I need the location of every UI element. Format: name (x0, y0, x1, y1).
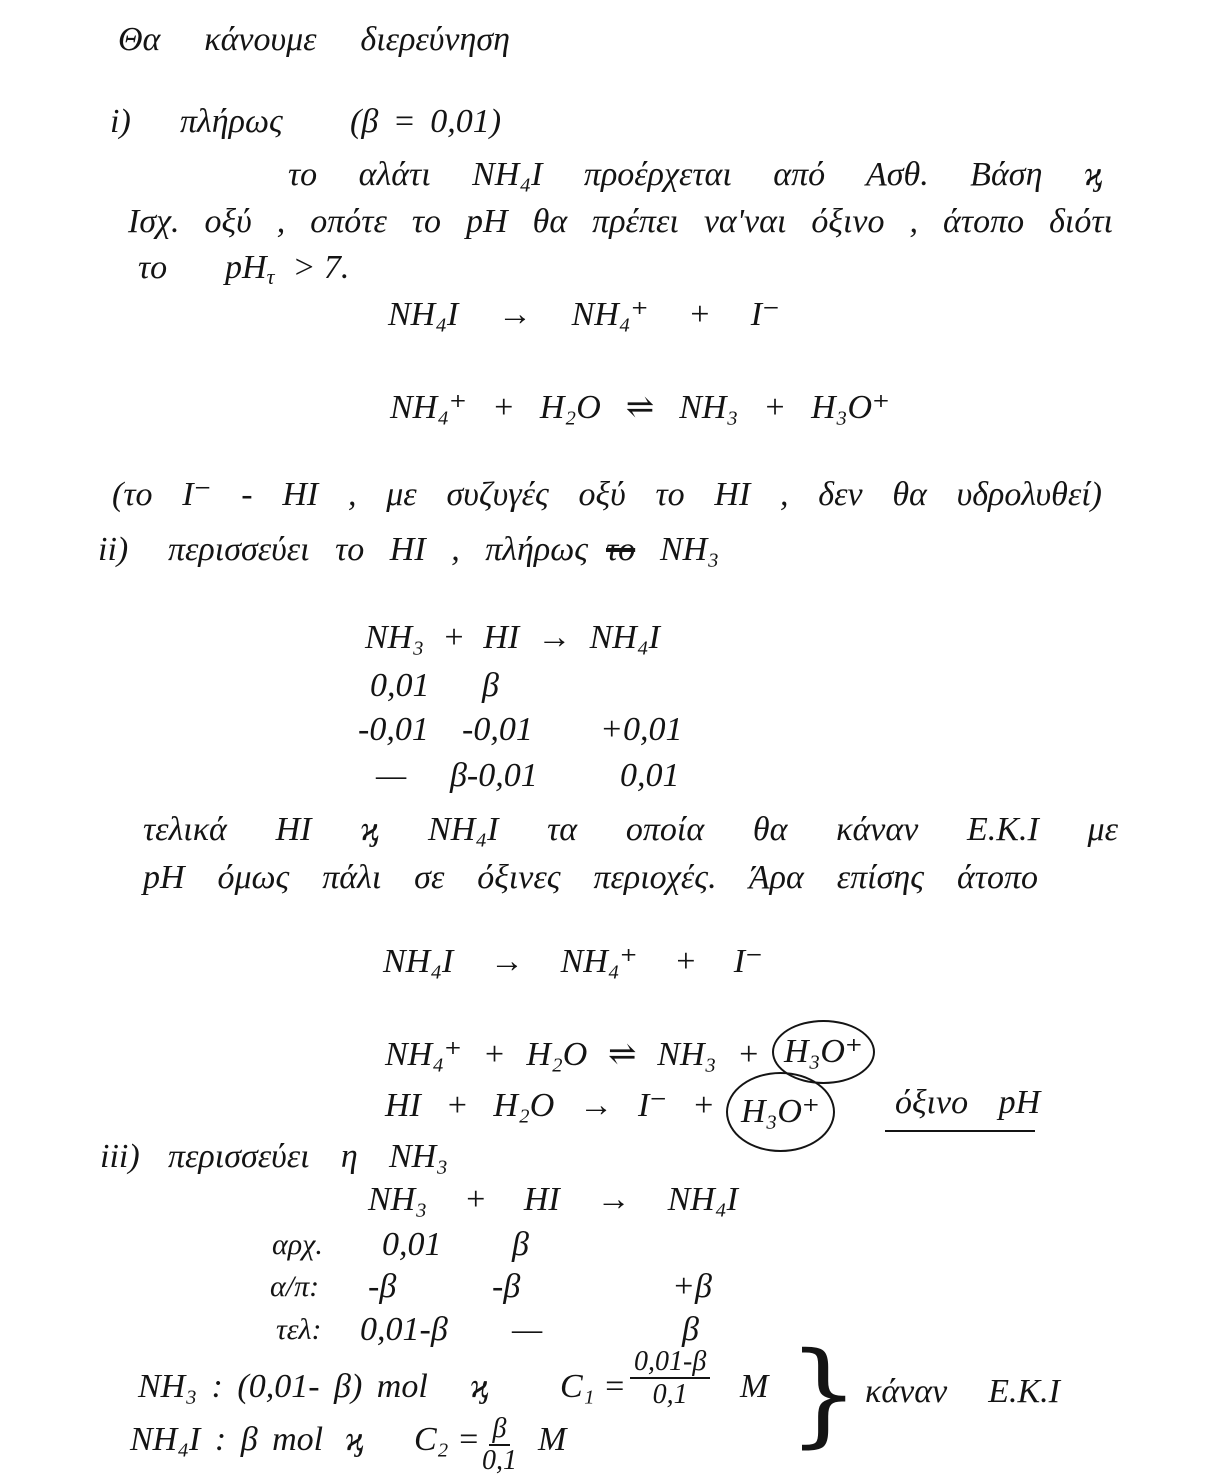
page-heading: Θα κάνουμε διερεύνηση (118, 21, 510, 58)
result-underline (885, 1130, 1035, 1132)
case-ii-conclusion-line1: τελικά HI ϗ NH₄I τα οποία θα κάναν Ε.Κ.Ι με (143, 811, 1118, 848)
circled-hydronium-ionization-product: H₃O⁺ (726, 1072, 835, 1152)
case-iii-table-change-nh3: -β (368, 1268, 397, 1305)
c1-label: C₁ = (560, 1368, 626, 1405)
case-ii-ionization-equation: HI + H₂O → I⁻ + (385, 1087, 715, 1124)
case-ii-table-initial-nh3: 0,01 (370, 667, 430, 704)
ph-subscript: τ (266, 264, 275, 289)
case-iii-table-initial-hi: β (512, 1226, 529, 1263)
case-ii-hydrolysis-equation: NH₄⁺ + H₂O ⇌ NH₃ + (385, 1036, 760, 1073)
buffer-conclusion: κάναν Ε.Κ.Ι (865, 1373, 1060, 1410)
and-symbol-2: ϗ (345, 1421, 365, 1458)
c1-denominator: 0,1 (652, 1379, 688, 1410)
c1-unit: M (740, 1368, 769, 1405)
case-i-text-line2: Ισχ. οξύ , οπότε το pH θα πρέπει να'ναι όξινο , άτοπο διότι (128, 203, 1113, 240)
ph-comparison: > 7. (292, 249, 350, 286)
and-symbol-1: ϗ (470, 1368, 490, 1405)
case-i-note: (το I⁻ - HI , με συζυγές οξύ το HI , δεν θα υδρολυθεί) (112, 476, 1102, 513)
case-iii-table-change-nh4i: +β (672, 1268, 712, 1305)
case-ii-table-initial-hi: β (482, 667, 499, 704)
case-iii-table-final-nh4i: β (682, 1311, 699, 1348)
case-ii-conclusion-line2: pH όμως πάλι σε όξινες περιοχές. Άρα επίσης άτοπο (143, 859, 1038, 896)
case-ii-result: όξινο pH (895, 1084, 1041, 1121)
case-ii-table-change-nh3: -0,01 (358, 711, 429, 748)
c2-fraction (478, 1414, 521, 1476)
c1-fraction (630, 1346, 710, 1410)
c2-unit: M (538, 1421, 567, 1458)
case-i-text-line3-start: το (138, 249, 168, 286)
circled-hydronium-product: H₃O⁺ (772, 1020, 875, 1084)
nh3-amount: NH₃ : (0,01- β) mol (138, 1368, 428, 1405)
c2-label: C₂ = (414, 1421, 480, 1458)
case-i-ph-inequality (225, 248, 349, 288)
case-i-condition: (β = 0,01) (350, 103, 502, 140)
case-iii-table-change-label: α/π: (270, 1270, 320, 1303)
case-iii-title: περισσεύει η NH₃ (168, 1138, 448, 1175)
case-ii-table-final-hi: β-0,01 (450, 757, 538, 794)
case-ii-table-final-nh3: — (376, 757, 407, 794)
case-iii-table-initial-nh3: 0,01 (382, 1226, 442, 1263)
case-iii-table-final-nh3: 0,01-β (360, 1311, 448, 1348)
c2-denominator: 0,1 (482, 1445, 517, 1476)
c2-numerator: β (489, 1414, 511, 1446)
case-ii-title-end: NH₃ (660, 531, 720, 568)
case-ii-table-final-nh4i: 0,01 (620, 757, 680, 794)
nh4i-amount: NH₄I : β mol (130, 1421, 324, 1458)
case-i-label: i) (110, 103, 131, 140)
case-ii-table-change-nh4i: +0,01 (600, 711, 683, 748)
case-ii-crossed-out-word: το (606, 531, 636, 568)
case-i-text-line1: το αλάτι NH₄I προέρχεται από Ασθ. Βάση ϗ (288, 156, 1103, 193)
case-ii-title: περισσεύει το HI , πλήρως (168, 531, 588, 568)
case-ii-dissociation-equation: NH₄I → NH₄⁺ + I⁻ (383, 943, 763, 980)
case-iii-table-final-label: τελ: (276, 1313, 322, 1346)
case-i-dissociation-equation: NH₄I → NH₄⁺ + I⁻ (388, 296, 780, 333)
ph-label: pH (225, 249, 267, 286)
case-ii-table-change-hi: -0,01 (462, 711, 533, 748)
case-iii-reaction: NH₃ + HI → NH₄I (368, 1181, 738, 1218)
case-i-hydrolysis-equation: NH₄⁺ + H₂O ⇌ NH₃ + H₃O⁺ (390, 389, 890, 426)
case-iii-table-change-hi: -β (492, 1268, 521, 1305)
curly-brace: } (788, 1329, 860, 1459)
case-ii-reaction: NH₃ + HI → NH₄I (365, 619, 660, 656)
case-iii-table-initial-label: αρχ. (272, 1228, 323, 1261)
case-ii-label: ii) (98, 531, 129, 568)
case-i-title: πλήρως (180, 103, 283, 140)
c1-numerator: 0,01-β (630, 1346, 710, 1379)
case-iii-label: iii) (100, 1138, 140, 1175)
case-iii-table-final-hi: — (512, 1311, 543, 1348)
